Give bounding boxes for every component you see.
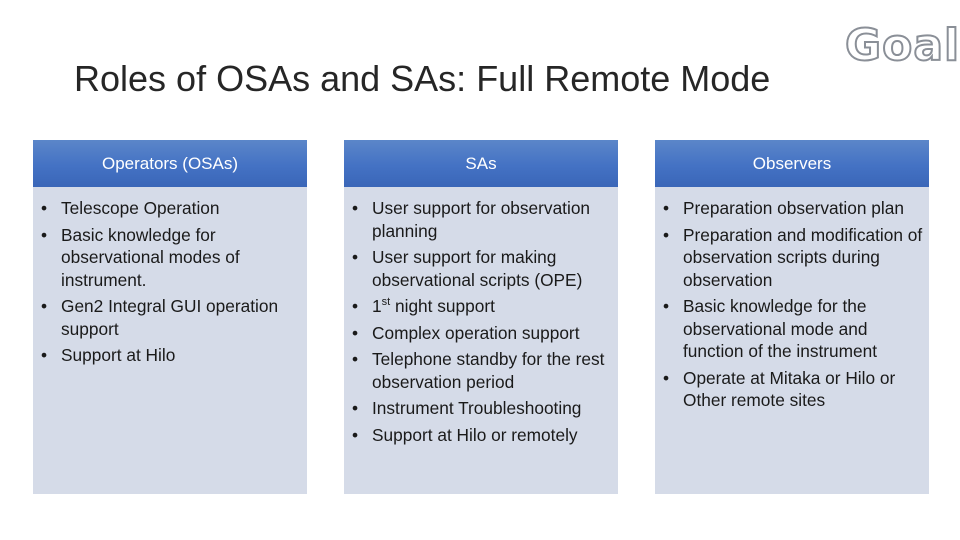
goal-badge: Goal [845, 20, 960, 71]
list-item: • Basic knowledge for observational modes of instrument. [41, 224, 240, 290]
list-item: • Preparation and modification of observation scripts during observation [663, 224, 923, 290]
bullet-icon: • [41, 345, 48, 365]
observers-list [655, 187, 929, 412]
bullet-icon: • [663, 296, 670, 316]
column-operators [33, 140, 307, 494]
column-header-sas: SAs [344, 140, 618, 187]
bullet-icon: • [352, 322, 359, 343]
bullet-icon: • [352, 247, 359, 267]
list-item: • User support for observation planning [352, 198, 591, 241]
list-item: • User support for making observational scripts (OPE) [352, 247, 583, 290]
column-header-operators: Operators (OSAs) [33, 140, 307, 187]
list-item: • Operate at Mitaka or Hilo or Other remote sites [663, 367, 896, 410]
list-item: • Telephone standby for the rest observation period [352, 349, 605, 392]
bullet-icon: • [352, 398, 359, 418]
list-item: • Gen2 Integral GUI operation support [41, 296, 279, 339]
list-item: • Telescope Operation [41, 198, 220, 218]
column-observers [655, 140, 929, 494]
operators-list [33, 187, 307, 367]
list-item: • Instrument Troubleshooting [352, 398, 582, 418]
bullet-icon: • [41, 224, 48, 245]
list-item: • Complex operation support [352, 322, 580, 343]
bullet-icon: • [663, 198, 670, 218]
list-item: • Preparation observation plan [663, 198, 904, 218]
list-item: • Basic knowledge for the observational mode and function of the instrument [663, 296, 878, 361]
bullet-icon: • [352, 198, 359, 218]
column-sas [344, 140, 618, 494]
bullet-icon: • [352, 424, 359, 445]
bullet-icon: • [41, 296, 48, 316]
list-item [350, 295, 612, 318]
first-night-text: 1st night support [372, 296, 495, 316]
sas-list [344, 187, 618, 446]
bullet-icon: • [352, 296, 359, 316]
column-header-observers: Observers [655, 140, 929, 187]
list-item: • Support at Hilo or remotely [352, 424, 578, 445]
bullet-icon: • [663, 224, 670, 245]
bullet-icon: • [41, 198, 48, 218]
slide-title: Roles of OSAs and SAs: Full Remote Mode [74, 58, 771, 99]
bullet-icon: • [352, 349, 359, 369]
list-item: • Support at Hilo [41, 345, 176, 365]
bullet-icon: • [663, 367, 670, 388]
